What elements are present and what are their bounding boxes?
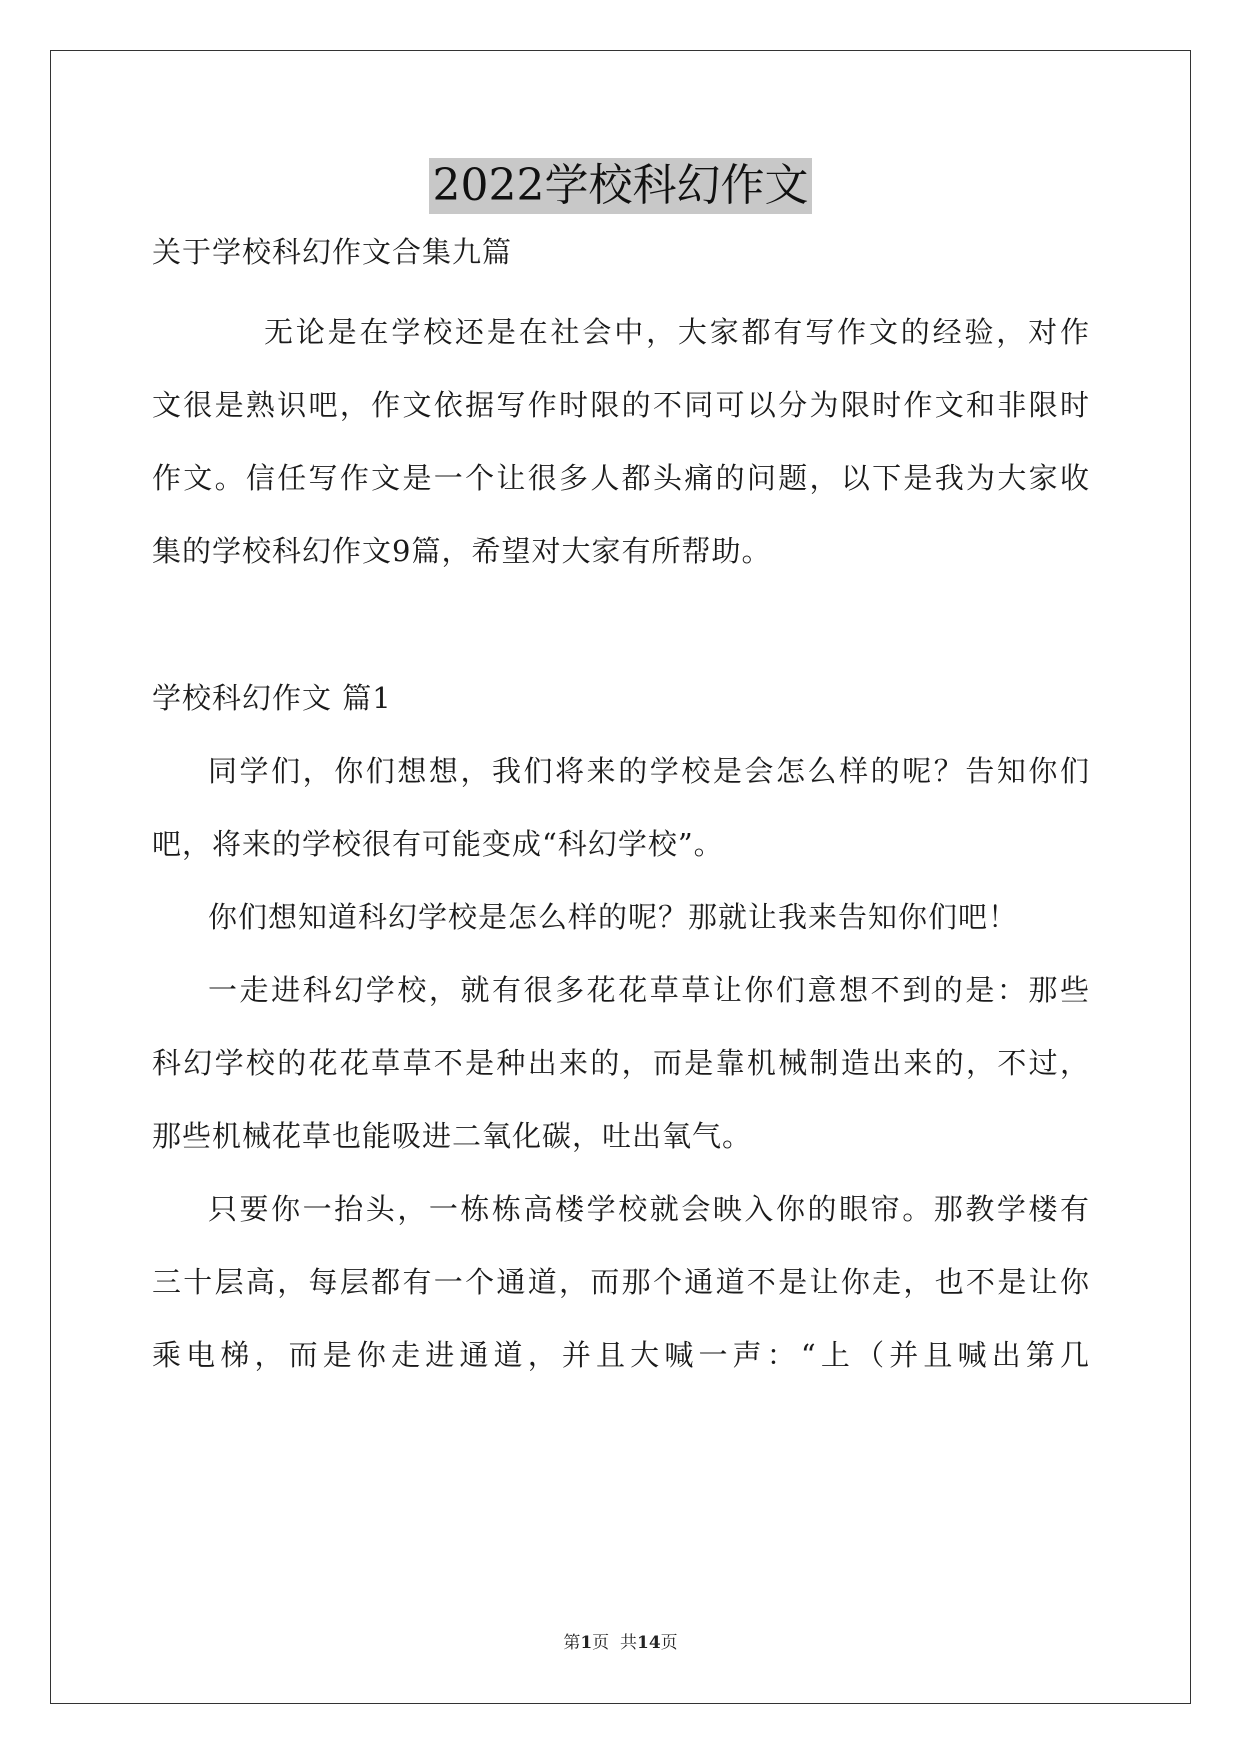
section-heading: 学校科幻作文 篇1	[152, 681, 392, 715]
footer-suffix: 页	[660, 1633, 678, 1653]
body-line: 三十层高，每层都有一个通道，而那个通道不是让你走，也不是让你	[152, 1265, 1090, 1299]
intro-line: 作文。信任写作文是一个让很多人都头痛的问题，以下是我为大家收	[152, 461, 1090, 495]
footer-prefix: 第	[563, 1633, 581, 1653]
title-container	[0, 158, 1241, 214]
body-line: 那些机械花草也能吸进二氧化碳，吐出氧气。	[152, 1119, 753, 1153]
page-border	[50, 50, 1191, 1704]
body-line: 吧，将来的学校很有可能变成“科幻学校”。	[152, 827, 724, 861]
document-title: 2022学校科幻作文	[429, 158, 813, 214]
body-line: 同学们，你们想想，我们将来的学校是会怎么样的呢？告知你们	[208, 754, 1090, 788]
intro-line: 无论是在学校还是在社会中，大家都有写作文的经验，对作	[264, 315, 1090, 349]
footer-total-pages: 14	[636, 1633, 661, 1653]
intro-line: 集的学校科幻作文9篇，希望对大家有所帮助。	[152, 534, 772, 568]
body-line: 科幻学校的花花草草不是种出来的，而是靠机械制造出来的，不过，	[152, 1046, 1090, 1080]
body-line: 只要你一抬头，一栋栋高楼学校就会映入你的眼帘。那教学楼有	[208, 1192, 1090, 1226]
body-line: 乘电梯，而是你走进通道，并且大喊一声：“上（并且喊出第几	[152, 1338, 1090, 1372]
footer-page-number: 1	[580, 1633, 593, 1653]
body-line: 你们想知道科幻学校是怎么样的呢？那就让我来告知你们吧！	[208, 900, 1019, 934]
document-subtitle: 关于学校科幻作文合集九篇	[152, 235, 513, 269]
page-footer	[0, 1628, 1241, 1653]
intro-line: 文很是熟识吧，作文依据写作时限的不同可以分为限时作文和非限时	[152, 388, 1090, 422]
footer-middle: 页 共	[592, 1633, 637, 1653]
body-line: 一走进科幻学校，就有很多花花草草让你们意想不到的是：那些	[208, 973, 1090, 1007]
